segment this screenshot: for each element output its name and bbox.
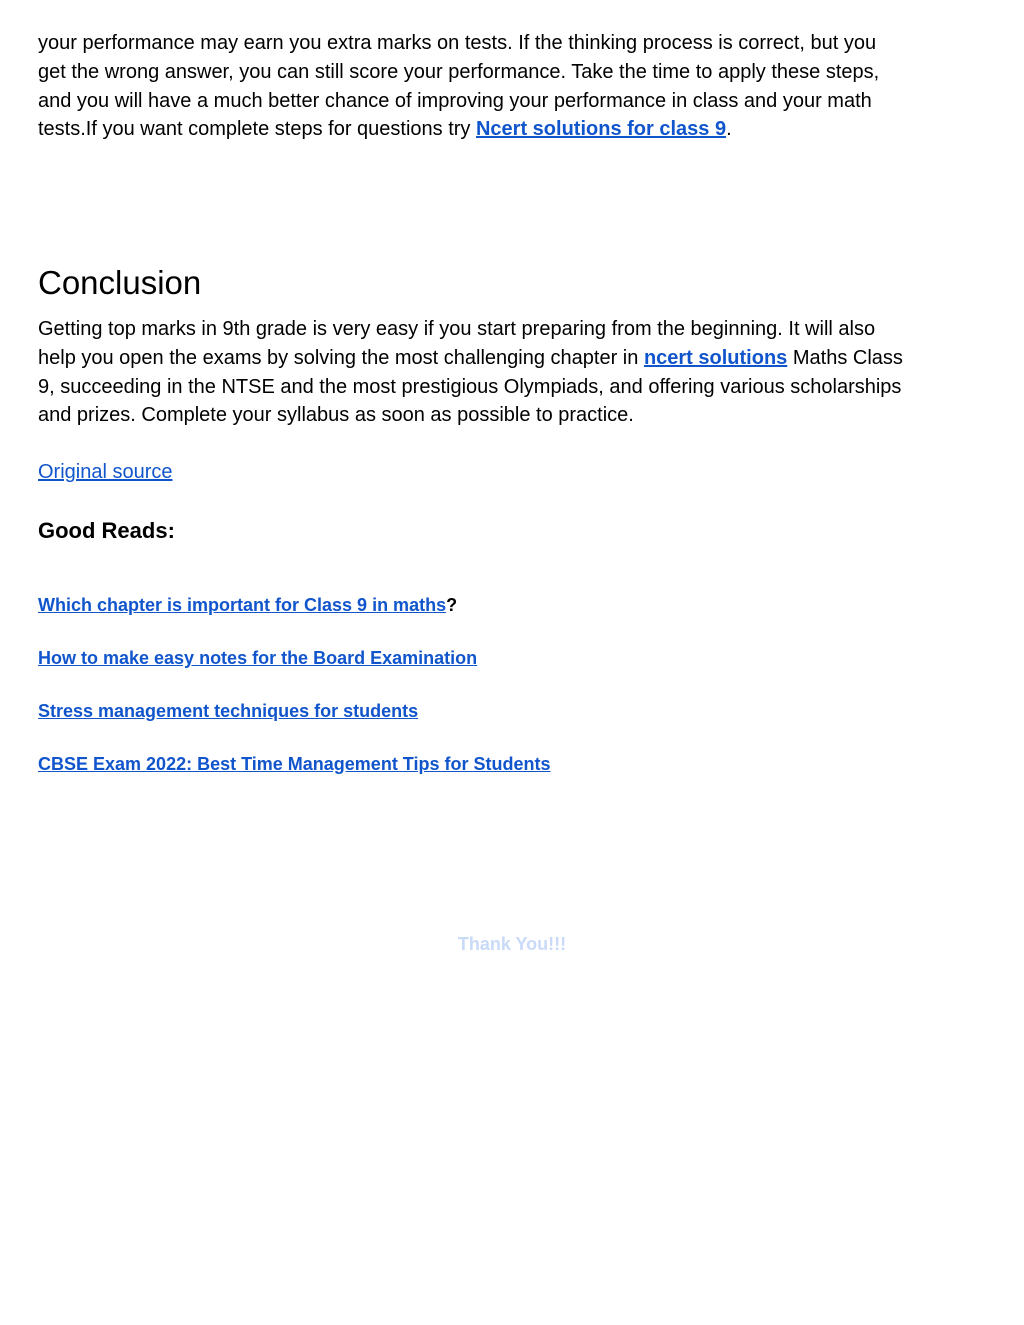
list-item bbox=[38, 699, 550, 752]
ncert-solutions-link[interactable]: ncert solutions bbox=[643, 346, 788, 369]
good-reads-heading: Good Reads: bbox=[38, 518, 175, 543]
good-read-link-cbse[interactable]: CBSE Exam 2022: Best Time Management Tips for Students bbox=[38, 754, 551, 774]
list-item bbox=[38, 646, 550, 699]
thank-you-text: Thank You!!! bbox=[457, 934, 567, 954]
original-source-row bbox=[38, 458, 173, 486]
list-item bbox=[38, 593, 550, 646]
conclusion-paragraph bbox=[38, 315, 908, 430]
good-read-suffix: ? bbox=[446, 595, 458, 615]
conclusion-text-before: Getting top marks in 9th grade is very easy if you start preparing from the beginning. It will also help you open the exams by solving the most challenging chapter in bbox=[38, 318, 876, 369]
list-item bbox=[38, 752, 550, 805]
good-read-link-notes[interactable]: How to make easy notes for the Board Examination bbox=[38, 648, 478, 668]
ncert-class9-link[interactable]: Ncert solutions for class 9 bbox=[475, 118, 727, 141]
original-source-link[interactable]: Original source bbox=[38, 461, 173, 483]
intro-text: your performance may earn you extra marks on tests. If the thinking process is correct, but you get the wrong answer, you can still score your performance. Take the time to apply these steps, and you will have a much better chance of improving your performance in class and your math tests.If you want complete steps for questions try bbox=[38, 32, 880, 141]
conclusion-heading: Conclusion bbox=[38, 264, 202, 301]
conclusion-text-after: Maths Class 9, succeeding in the NTSE and the most prestigious Olympiads, and offering various scholarships and prizes. Complete your syllabus as soon as possible to practice. bbox=[38, 346, 903, 427]
intro-after: . bbox=[726, 118, 732, 141]
good-read-link-chapter[interactable]: Which chapter is important for Class 9 in maths bbox=[38, 595, 447, 615]
good-read-link-stress[interactable]: Stress management techniques for students bbox=[38, 701, 419, 721]
intro-paragraph bbox=[38, 29, 908, 144]
document-page bbox=[38, 29, 908, 774]
good-reads-list bbox=[38, 595, 551, 805]
